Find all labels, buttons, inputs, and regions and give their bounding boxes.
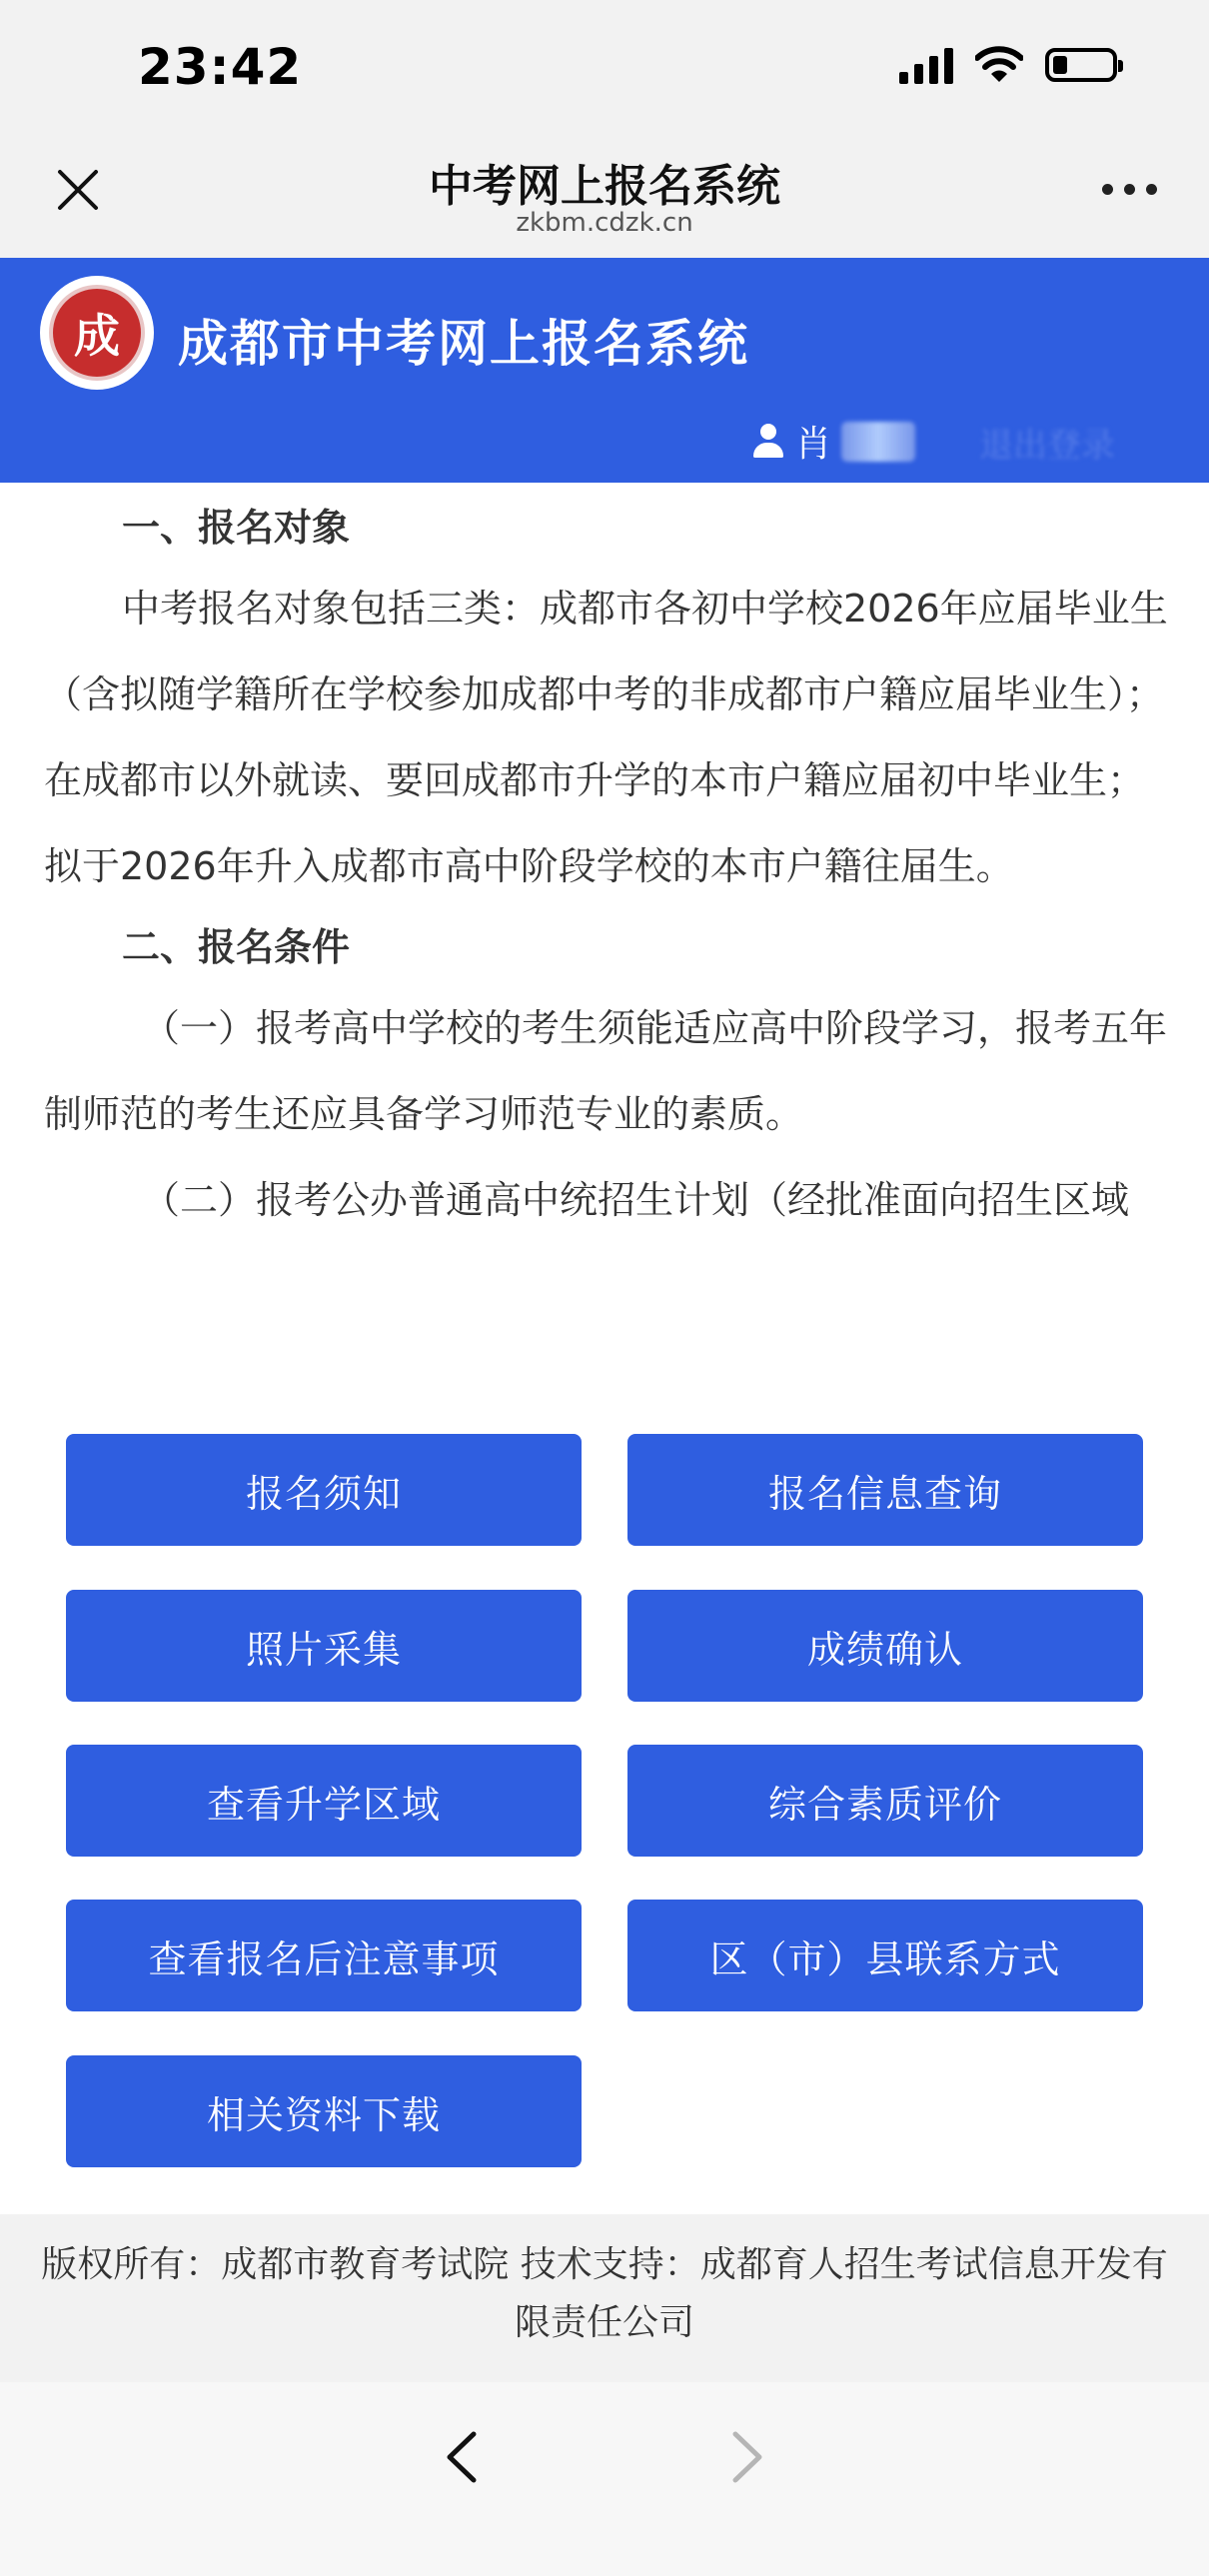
site-header — [0, 258, 1209, 483]
registration-notice-button[interactable]: 报名须知 — [66, 1434, 582, 1546]
more-options-icon[interactable] — [1102, 184, 1157, 195]
forward-arrow-icon[interactable] — [717, 2422, 777, 2492]
status-time: 23:42 — [138, 38, 303, 96]
photo-collection-button[interactable]: 照片采集 — [66, 1590, 582, 1702]
section-paragraph: 中考报名对象包括三类：成都市各初中学校2026年应届毕业生（含拟随学籍所在学校参加成都中考的非成都市户籍应届毕业生）；在成都市以外就读、要回成都市升学的本市户籍应届初中毕业生；拟于2026年升入成都市高中阶段学校的本市户籍往届生。 — [44, 587, 1168, 888]
site-title: 成都市中考网上报名系统 — [178, 315, 749, 373]
district-contacts-button[interactable]: 区（市）县联系方式 — [627, 1900, 1143, 2011]
score-confirm-button[interactable]: 成绩确认 — [627, 1590, 1143, 1702]
user-name-redacted — [841, 422, 915, 462]
logout-link[interactable]: 退出登录 — [979, 426, 1115, 466]
status-icons — [899, 46, 1117, 84]
quality-evaluation-button[interactable]: 综合素质评价 — [627, 1745, 1143, 1857]
view-region-button[interactable]: 查看升学区域 — [66, 1745, 582, 1857]
registration-query-button[interactable]: 报名信息查询 — [627, 1434, 1143, 1546]
battery-icon — [1045, 48, 1117, 82]
status-bar — [0, 0, 1209, 150]
page-url: zkbm.cdzk.cn — [516, 208, 693, 238]
cellular-signal-icon — [899, 46, 953, 84]
section-paragraph: （一）报考高中学校的考生须能适应高中阶段学习，报考五年制师范的考生还应具备学习师范专业的素质。 — [44, 1006, 1168, 1136]
back-arrow-icon[interactable] — [432, 2422, 492, 2492]
section-paragraph: （二）报考公办普通高中统招生计划（经批准面向招生区域 — [142, 1178, 1130, 1222]
browser-bottom-bar — [0, 2382, 1209, 2576]
section-title: 二、报名条件 — [122, 925, 351, 969]
page-title: 中考网上报名系统 — [429, 161, 780, 212]
site-logo — [40, 276, 154, 390]
post-registration-notes-button[interactable]: 查看报名后注意事项 — [66, 1900, 582, 2011]
materials-download-button[interactable]: 相关资料下载 — [66, 2055, 582, 2167]
section-title: 一、报名对象 — [122, 506, 351, 550]
logo-glyph: 成 — [74, 309, 120, 363]
user-name: 肖 — [795, 424, 832, 465]
copyright-text: 版权所有：成都市教育考试院 技术支持：成都育人招生考试信息开发有限责任公司 — [41, 2244, 1168, 2343]
footer — [0, 2214, 1209, 2382]
user-info[interactable] — [751, 416, 915, 467]
notice-content — [44, 490, 1173, 1243]
browser-nav-bar — [0, 150, 1209, 258]
wifi-icon — [975, 46, 1023, 84]
user-icon — [751, 424, 785, 460]
